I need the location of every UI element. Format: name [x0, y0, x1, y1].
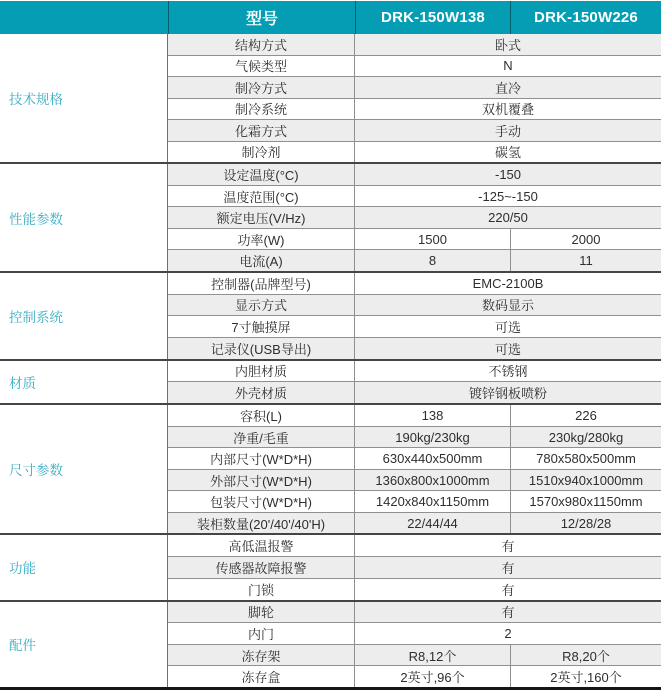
value-cells [355, 338, 661, 359]
value-cell: 780x580x500mm [510, 448, 661, 469]
category-cell: 配件 [0, 602, 168, 687]
value-cell: 190kg/230kg [395, 429, 470, 445]
spec-row [168, 426, 661, 448]
value-cell: 2英寸,160个 [510, 666, 661, 687]
value-cells [355, 448, 661, 469]
value-cell: 双机覆叠 [481, 102, 534, 118]
param-cell: 冻存架 [168, 645, 355, 666]
value-cells [355, 470, 661, 491]
value-cells [355, 602, 661, 623]
param-cell: 记录仪(USB导出) [168, 338, 355, 359]
spec-row [168, 76, 661, 98]
param-cell: 温度范围(°C) [168, 186, 355, 207]
value-cell: 碳氢 [494, 145, 521, 161]
spec-row [168, 469, 661, 491]
spec-row [168, 337, 661, 359]
param-cell: 内门 [168, 623, 355, 644]
value-cell: 2英寸,96个 [400, 670, 465, 686]
param-cell: 化霜方式 [168, 120, 355, 141]
spec-row [168, 98, 661, 120]
spec-row [168, 556, 661, 578]
value-cell: 卧式 [494, 37, 521, 53]
spec-row [168, 206, 661, 228]
value-cells [355, 229, 661, 250]
param-cell: 容积(L) [168, 405, 355, 426]
value-cell: 可选 [494, 320, 521, 336]
param-cell: 结构方式 [168, 34, 355, 55]
category-cell: 技术规格 [0, 34, 168, 162]
param-cell: 外壳材质 [168, 382, 355, 403]
value-cell: 230kg/280kg [510, 427, 661, 448]
spec-row [168, 34, 661, 55]
value-cells [355, 666, 661, 687]
value-cell: 有 [501, 605, 515, 621]
value-cells [355, 295, 661, 316]
param-cell: 脚轮 [168, 602, 355, 623]
spec-row [168, 381, 661, 403]
value-cell: 226 [510, 405, 661, 426]
param-cell: 冻存盒 [168, 666, 355, 687]
section-7 [0, 602, 661, 690]
table-body [0, 34, 661, 690]
section-rows [168, 34, 661, 162]
section-1 [0, 34, 661, 164]
value-cell: 可选 [494, 341, 521, 357]
value-cells [355, 56, 661, 77]
param-cell: 功率(W) [168, 229, 355, 250]
value-cell: 镀锌钢板喷粉 [468, 386, 547, 402]
value-cells [355, 579, 661, 600]
value-cells [355, 186, 661, 207]
spec-row [168, 512, 661, 534]
value-cells [355, 273, 661, 294]
value-cells [355, 77, 661, 98]
value-cells [355, 513, 661, 534]
value-cells [355, 382, 661, 403]
value-cells [355, 361, 661, 382]
value-cells [355, 623, 661, 644]
value-cell: R8,20个 [510, 645, 661, 666]
category-cell: 功能 [0, 535, 168, 599]
value-cell: 220/50 [488, 210, 528, 226]
spec-row [168, 490, 661, 512]
category-cell: 尺寸参数 [0, 405, 168, 533]
value-cell: N [503, 58, 513, 74]
value-cell: 有 [501, 560, 515, 576]
value-cells [355, 142, 661, 163]
value-cell: EMC-2100B [472, 275, 544, 291]
spec-row [168, 535, 661, 556]
header-blank-cell [0, 1, 168, 34]
section-rows [168, 602, 661, 687]
value-cells [355, 557, 661, 578]
value-cells [355, 645, 661, 666]
value-cells [355, 316, 661, 337]
value-cell: 1510x940x1000mm [510, 470, 661, 491]
param-cell: 7寸触摸屏 [168, 316, 355, 337]
value-cells [355, 120, 661, 141]
value-cell: 手动 [494, 123, 521, 139]
value-cell: 1360x800x1000mm [375, 472, 490, 488]
section-3 [0, 273, 661, 360]
value-cells [355, 427, 661, 448]
value-cell: 有 [501, 539, 515, 555]
spec-row [168, 141, 661, 163]
value-cell: 有 [501, 582, 515, 598]
spec-row [168, 228, 661, 250]
value-cell: 22/44/44 [407, 515, 458, 531]
value-cell: 不锈钢 [488, 364, 528, 380]
section-rows [168, 361, 661, 404]
section-rows [168, 164, 661, 271]
value-cell: 2000 [510, 229, 661, 250]
spec-row [168, 361, 661, 382]
section-rows [168, 535, 661, 599]
value-cells [355, 99, 661, 120]
param-cell: 设定温度(°C) [168, 164, 355, 185]
value-cells [355, 164, 661, 185]
param-cell: 制冷方式 [168, 77, 355, 98]
param-cell: 高低温报警 [168, 535, 355, 556]
value-cells [355, 405, 661, 426]
value-cell: 数码显示 [481, 298, 534, 314]
spec-row [168, 185, 661, 207]
section-rows [168, 405, 661, 533]
param-cell: 额定电压(V/Hz) [168, 207, 355, 228]
spec-row [168, 55, 661, 77]
value-cell: -125~-150 [478, 188, 538, 204]
category-cell: 性能参数 [0, 164, 168, 271]
spec-row [168, 622, 661, 644]
section-6 [0, 535, 661, 601]
param-cell: 内胆材质 [168, 361, 355, 382]
value-cell: R8,12个 [408, 648, 457, 664]
spec-row [168, 644, 661, 666]
header-model-1: DRK-150W138 [355, 1, 510, 34]
header-model-2: DRK-150W226 [510, 1, 661, 34]
value-cell: 直冷 [494, 80, 521, 96]
spec-row [168, 665, 661, 687]
spec-row [168, 119, 661, 141]
param-cell: 包装尺寸(W*D*H) [168, 491, 355, 512]
value-cell: 630x440x500mm [382, 451, 483, 467]
value-cell: 1500 [418, 231, 447, 247]
param-cell: 制冷系统 [168, 99, 355, 120]
param-cell: 净重/毛重 [168, 427, 355, 448]
value-cells [355, 207, 661, 228]
section-2 [0, 164, 661, 273]
value-cell: 12/28/28 [510, 513, 661, 534]
spec-row [168, 578, 661, 600]
spec-row [168, 164, 661, 185]
spec-row [168, 315, 661, 337]
param-cell: 气候类型 [168, 56, 355, 77]
param-cell: 装柜数量(20'/40'/40'H) [168, 513, 355, 534]
param-cell: 电流(A) [168, 250, 355, 271]
value-cells [355, 34, 661, 55]
param-cell: 控制器(品牌型号) [168, 273, 355, 294]
value-cell: 1570x980x1150mm [510, 491, 661, 512]
category-cell: 材质 [0, 361, 168, 404]
param-cell: 制冷剂 [168, 142, 355, 163]
section-4 [0, 361, 661, 406]
value-cells [355, 491, 661, 512]
value-cell: 8 [428, 253, 437, 269]
category-cell: 控制系统 [0, 273, 168, 358]
value-cell: 11 [510, 250, 661, 271]
value-cell: 2 [504, 625, 512, 641]
value-cells [355, 535, 661, 556]
spec-row [168, 602, 661, 623]
param-cell: 门锁 [168, 579, 355, 600]
section-5 [0, 405, 661, 535]
header-model-label: 型号 [168, 1, 355, 34]
param-cell: 内部尺寸(W*D*H) [168, 448, 355, 469]
param-cell: 传感器故障报警 [168, 557, 355, 578]
value-cell: -150 [494, 166, 522, 182]
spec-row [168, 294, 661, 316]
table-header [0, 1, 661, 34]
value-cells [355, 250, 661, 271]
spec-row [168, 249, 661, 271]
spec-row [168, 405, 661, 426]
spec-row [168, 273, 661, 294]
value-cell: 1420x840x1150mm [375, 494, 490, 510]
spec-row [168, 447, 661, 469]
section-rows [168, 273, 661, 358]
param-cell: 外部尺寸(W*D*H) [168, 470, 355, 491]
param-cell: 显示方式 [168, 295, 355, 316]
value-cell: 138 [421, 408, 444, 423]
